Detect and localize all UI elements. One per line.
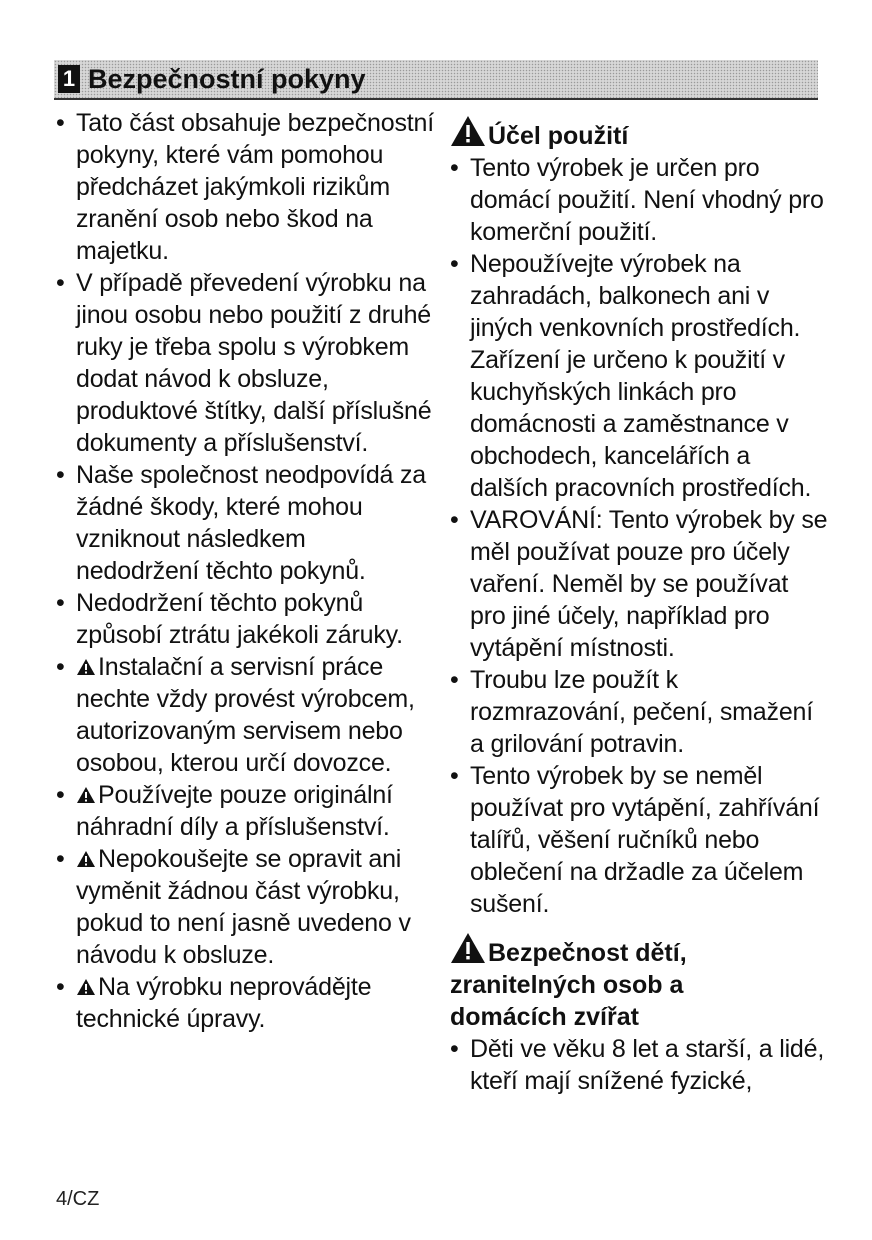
list-item: [56, 107, 434, 267]
bullet: •: [56, 109, 65, 137]
item-text: Nedodržení těchto pokynů způsobí ztrátu jakékoli záruky.: [76, 589, 403, 649]
bullet: •: [450, 666, 459, 694]
warning-icon: [450, 115, 486, 147]
item-text: Tato část obsahuje bezpečnostní pokyny, které vám pomohou předcházet jakýmkoli rizikům zranění osob nebo škod na majetku.: [76, 109, 434, 265]
bullet: •: [56, 461, 65, 489]
item-text: Nepokoušejte se opravit ani vyměnit žádnou část výrobku, pokud to není jasně uvedeno v návodu k obsluze.: [76, 845, 411, 969]
heading-child-safety-line2: zranitelných osob a: [450, 971, 684, 999]
left-column: [56, 107, 434, 1035]
list-item: [56, 587, 434, 651]
heading-child-safety-line3: domácích zvířat: [450, 1003, 639, 1031]
page-number: 4/CZ: [56, 1188, 100, 1210]
list-item: [450, 1033, 830, 1097]
bullet: •: [56, 781, 65, 809]
heading-text: Bezpečnost dětí,: [488, 939, 687, 967]
list-item: [56, 971, 434, 1035]
list-item: [450, 504, 830, 664]
bullet: •: [56, 653, 65, 681]
bullet: •: [450, 250, 459, 278]
right-column: [450, 115, 830, 1097]
section-title: Bezpečnostní pokyny: [88, 64, 366, 94]
bullet: •: [56, 845, 65, 873]
item-text: Děti ve věku 8 let a starší, a lidé, kteří mají snížené fyzické,: [470, 1035, 825, 1095]
list-item: [56, 267, 434, 459]
heading-purpose: [450, 115, 830, 152]
bullet: •: [450, 762, 459, 790]
list-item: [56, 651, 434, 779]
item-text: Používejte pouze originální náhradní díly a příslušenství.: [76, 781, 393, 841]
item-text: Tento výrobek je určen pro domácí použití. Není vhodný pro komerční použití.: [470, 154, 824, 246]
item-text: Na výrobku neprovádějte technické úpravy.: [76, 973, 372, 1033]
heading-child-safety: [450, 932, 830, 969]
bullet: •: [450, 1035, 459, 1063]
bullet: •: [56, 973, 65, 1001]
item-text: V případě převedení výrobku na jinou osobu nebo použití z druhé ruky je třeba spolu s výrobkem dodat návod k obsluze, produktové štítky, další příslušné dokumenty a příslušenství.: [76, 269, 432, 457]
section-header: [54, 60, 818, 100]
heading-text: Účel použití: [488, 122, 629, 150]
list-item: [450, 152, 830, 248]
item-text: Instalační a servisní práce nechte vždy provést výrobcem, autorizovaným servisem nebo osobou, kterou určí dovozce.: [76, 653, 415, 777]
bullet: •: [56, 269, 65, 297]
item-text: Nepoužívejte výrobek na zahradách, balkonech ani v jiných venkovních prostředích. Zařízení je určeno k použití v kuchyňských linkách pro domácnosti a zaměstnance v obchodech, kancelářích a dalších pracovních prostředích.: [470, 250, 812, 502]
warning-label: VAROVÁNÍ:: [470, 506, 603, 534]
list-item: [56, 459, 434, 587]
warning-icon: [76, 658, 96, 676]
list-item: [56, 843, 434, 971]
list-item: [450, 248, 830, 504]
item-text: Naše společnost neodpovídá za žádné škody, které mohou vzniknout následkem nedodržení těchto pokynů.: [76, 461, 426, 585]
item-text: Troubu lze použít k rozmrazování, pečení, smažení a grilování potravin.: [470, 666, 813, 758]
warning-icon: [76, 978, 96, 996]
section-number: 1: [58, 65, 80, 93]
item-text: Tento výrobek by se neměl používat pro vytápění, zahřívání talířů, věšení ručníků nebo oblečení na držadle za účelem sušení.: [470, 762, 820, 918]
list-item: [450, 760, 830, 920]
warning-icon: [76, 786, 96, 804]
list-item: [450, 664, 830, 760]
warning-icon: [76, 850, 96, 868]
bullet: •: [450, 154, 459, 182]
bullet: •: [56, 589, 65, 617]
bullet: •: [450, 506, 459, 534]
warning-icon: [450, 932, 486, 964]
item-text: Tento výrobek by se měl používat pouze pro účely vaření. Neměl by se používat pro jiné účely, například pro vytápění místnosti.: [470, 506, 828, 662]
list-item: [56, 779, 434, 843]
